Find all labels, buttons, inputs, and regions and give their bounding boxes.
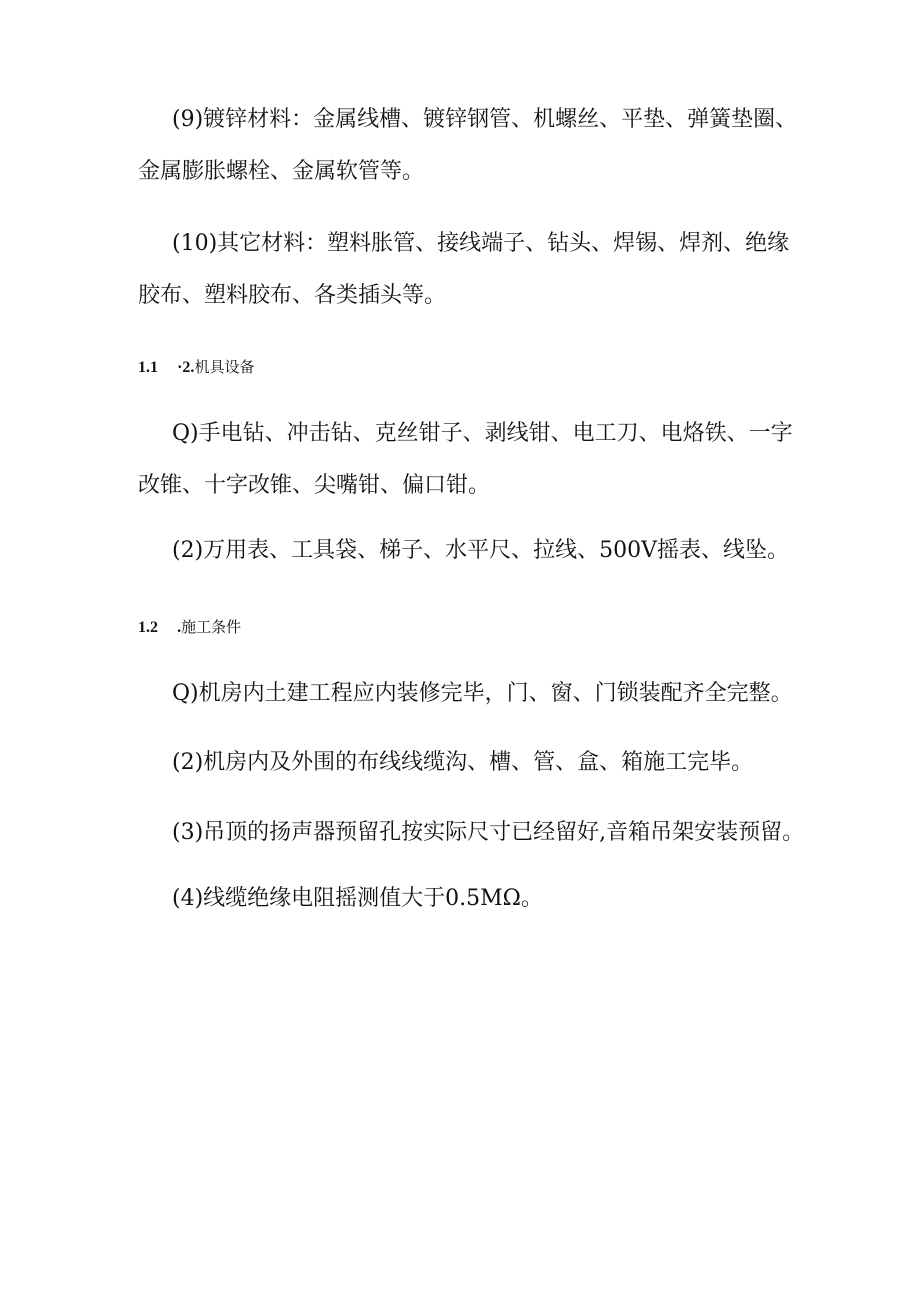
equipment-item-1 — [138, 408, 798, 512]
paragraph-line: (10)其它材料：塑料胀管、接线端子、钻头、焊锡、焊剂、绝缘 — [172, 231, 790, 256]
section-heading-conditions — [138, 616, 241, 639]
paragraph-line: (9)镀锌材料：金属线槽、镀锌钢管、机螺丝、平垫、弹簧垫圈、 — [172, 107, 798, 132]
condition-item-3: (3)吊顶的扬声器预留孔按实际尺寸已经留好,音箱吊架安装预留。 — [172, 820, 805, 845]
section-title: 机具设备 — [194, 358, 255, 376]
section-title: 施工条件 — [181, 618, 242, 636]
paragraph-galvanized-materials — [138, 94, 798, 198]
section-heading-equipment — [138, 356, 254, 379]
paragraph-other-materials — [138, 218, 798, 322]
paragraph-line: 改锥、十字改锥、尖嘴钳、偏口钳。 — [138, 473, 491, 498]
equipment-item-2: (2)万用表、工具袋、梯子、水平尺、拉线、500V摇表、线坠。 — [172, 538, 790, 563]
section-number: 1.2 — [138, 619, 158, 636]
section-separator: . — [177, 619, 182, 636]
condition-item-2: (2)机房内及外围的布线线缆沟、槽、管、盒、箱施工完毕。 — [172, 750, 754, 775]
condition-item-4: (4)线缆绝缘电阻摇测值大于0.5MΩ。 — [172, 886, 543, 911]
section-number: 1.1 — [138, 359, 158, 376]
paragraph-line: 金属膨胀螺栓、金属软管等。 — [138, 159, 425, 184]
paragraph-line: 胶布、塑料胶布、各类插头等。 — [138, 283, 447, 308]
section-separator: ·2. — [177, 359, 195, 376]
paragraph-line: Q)手电钻、冲击钻、克丝钳子、剥线钳、电工刀、电烙铁、一字 — [172, 421, 793, 446]
condition-item-1: Q)机房内土建工程应内装修完毕，门、窗、门锁装配齐全完整。 — [172, 681, 793, 706]
